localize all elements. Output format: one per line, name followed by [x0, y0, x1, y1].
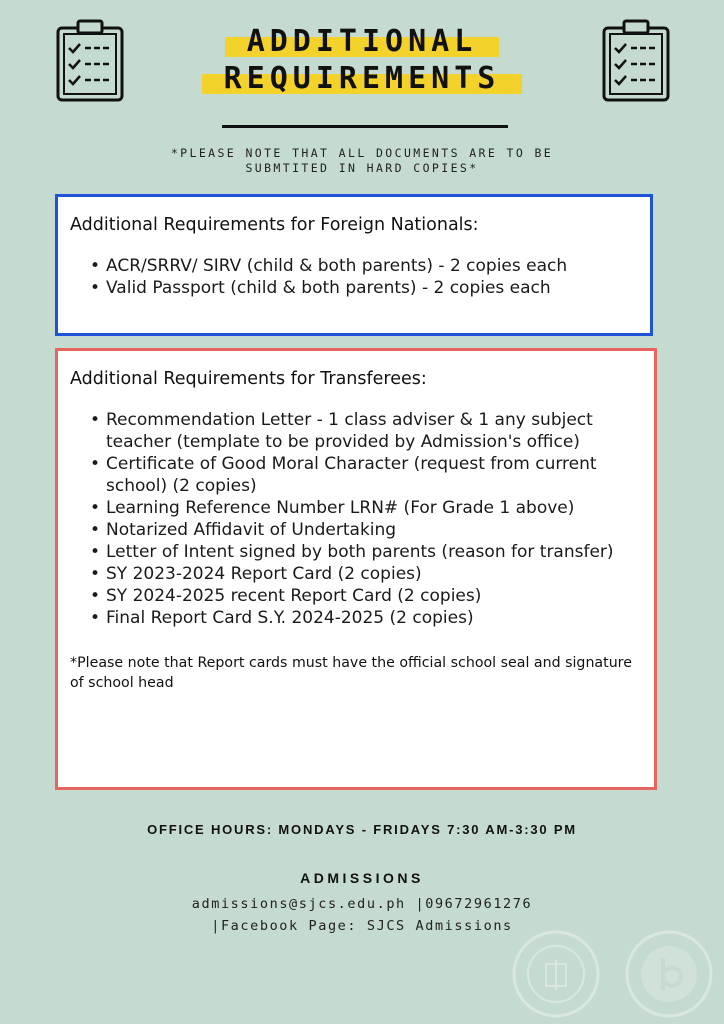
title-divider	[222, 125, 508, 128]
title-line-2: REQUIREMENTS	[224, 61, 501, 96]
list-item: • SY 2023-2024 Report Card (2 copies)	[90, 563, 642, 585]
list-item: • Recommendation Letter - 1 class adviser & 1 any subject teacher (template to be provided by Admission's office)	[90, 409, 642, 453]
foreign-nationals-heading: Additional Requirements for Foreign Nationals:	[70, 215, 479, 235]
list-item: • Final Report Card S.Y. 2024-2025 (2 copies)	[90, 607, 642, 629]
transferees-list	[70, 409, 642, 629]
list-item: • SY 2024-2025 recent Report Card (2 copies)	[90, 585, 642, 607]
foreign-nationals-list	[70, 255, 638, 299]
ib-world-school-logo	[625, 930, 713, 1018]
hard-copies-note: *PLEASE NOTE THAT ALL DOCUMENTS ARE TO BE SUBMTITED IN HARD COPIES*	[170, 146, 554, 175]
office-hours: OFFICE HOURS: MONDAYS - FRIDAYS 7:30 AM-3:30 PM	[147, 822, 577, 837]
list-item: • Valid Passport (child & both parents) - 2 copies each	[90, 277, 638, 299]
contact-facebook: |Facebook Page: SJCS Admissions	[211, 918, 513, 934]
list-item: • Notarized Affidavit of Undertaking	[90, 519, 642, 541]
report-card-footnote: *Please note that Report cards must have the official school seal and signature of school head	[70, 655, 632, 691]
page-title	[0, 24, 724, 96]
list-item: • ACR/SRRV/ SIRV (child & both parents) - 2 copies each	[90, 255, 638, 277]
transferees-box	[55, 348, 657, 790]
school-seal-logo	[512, 930, 600, 1018]
admissions-title: ADMISSIONS	[300, 870, 424, 886]
title-line-1: ADDITIONAL	[247, 24, 478, 59]
list-item: • Learning Reference Number LRN# (For Grade 1 above)	[90, 497, 642, 519]
transferees-heading: Additional Requirements for Transferees:	[70, 369, 427, 389]
list-item: • Letter of Intent signed by both parents (reason for transfer)	[90, 541, 642, 563]
foreign-nationals-box	[55, 194, 653, 336]
contact-info	[0, 893, 724, 937]
contact-email-phone: admissions@sjcs.edu.ph |09672961276	[191, 896, 533, 912]
list-item: • Certificate of Good Moral Character (request from current school) (2 copies)	[90, 453, 642, 497]
